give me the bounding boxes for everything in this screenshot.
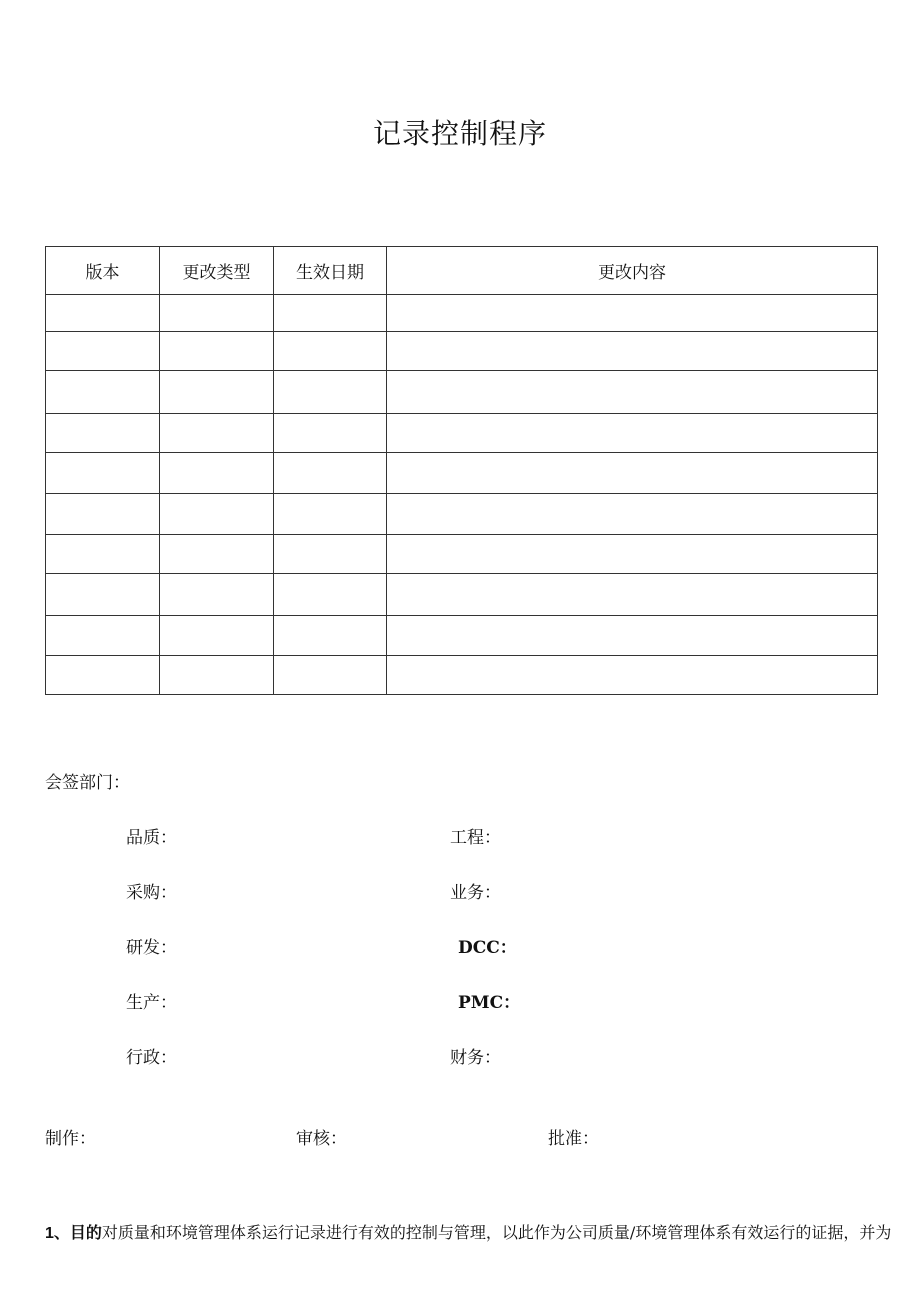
table-cell — [387, 574, 878, 616]
table-cell — [387, 453, 878, 494]
table-cell — [160, 414, 274, 453]
table-row — [46, 494, 878, 535]
dept-administration — [126, 1043, 177, 1068]
table-row — [46, 535, 878, 574]
table-cell — [274, 574, 387, 616]
dept-rnd — [126, 933, 177, 958]
table-cell — [274, 616, 387, 656]
dept-sales — [450, 878, 501, 903]
dept-purchasing — [126, 878, 177, 903]
table-cell — [160, 616, 274, 656]
table-cell — [160, 453, 274, 494]
dept-finance — [450, 1043, 501, 1068]
table-cell — [387, 295, 878, 332]
dept-dcc — [458, 933, 517, 958]
dept-pmc-label: PMC： — [458, 993, 521, 1013]
section-number: 1、 — [45, 1225, 70, 1242]
table-cell — [274, 332, 387, 371]
table-cell — [387, 656, 878, 695]
table-row — [46, 616, 878, 656]
section-heading: 目的 — [69, 1223, 102, 1242]
table-row — [46, 371, 878, 414]
table-header-row — [46, 247, 878, 295]
dept-pmc — [458, 988, 520, 1013]
dept-purchasing-label: 采购： — [126, 883, 177, 903]
table-cell — [46, 414, 160, 453]
table-cell — [160, 332, 274, 371]
table-row — [46, 453, 878, 494]
table-cell — [160, 535, 274, 574]
column-header-change-type: 更改类型 — [160, 247, 274, 295]
approved-by-label: 批准： — [548, 1129, 599, 1149]
table-cell — [387, 332, 878, 371]
table-cell — [274, 453, 387, 494]
table-cell — [46, 656, 160, 695]
table-cell — [274, 494, 387, 535]
table-cell — [274, 414, 387, 453]
table-cell — [46, 616, 160, 656]
document-title: 记录控制程序 — [372, 117, 547, 150]
table-row — [46, 656, 878, 695]
dept-dcc-label: DCC： — [458, 938, 517, 958]
table-cell — [46, 295, 160, 332]
dept-rnd-label: 研发： — [126, 938, 177, 958]
table-cell — [46, 453, 160, 494]
revision-table — [45, 246, 878, 695]
table-cell — [387, 414, 878, 453]
table-cell — [274, 295, 387, 332]
reviewed-by-label: 审核： — [296, 1129, 347, 1149]
table-cell — [387, 535, 878, 574]
table-cell — [46, 535, 160, 574]
table-row — [46, 295, 878, 332]
table-cell — [160, 371, 274, 414]
section-text: 对质量和环境管理体系运行记录进行有效的控制与管理，以此作为公司质量/环境管理体系有效运行的证据，并为 — [101, 1223, 892, 1242]
table-cell — [274, 371, 387, 414]
table-row — [46, 414, 878, 453]
table-row — [46, 574, 878, 616]
table-cell — [160, 656, 274, 695]
prepared-by-label: 制作： — [45, 1129, 96, 1149]
table-cell — [160, 295, 274, 332]
table-cell — [274, 656, 387, 695]
table-cell — [387, 371, 878, 414]
column-header-change-content: 更改内容 — [387, 247, 878, 295]
countersign-label: 会签部门： — [45, 773, 130, 793]
table-cell — [387, 494, 878, 535]
dept-engineering-label: 工程： — [450, 828, 501, 848]
section-1-purpose — [45, 1220, 892, 1243]
table-cell — [387, 616, 878, 656]
dept-sales-label: 业务： — [450, 883, 501, 903]
column-header-version: 版本 — [46, 247, 160, 295]
table-cell — [160, 574, 274, 616]
table-cell — [160, 494, 274, 535]
dept-production-label: 生产： — [126, 993, 177, 1013]
table-cell — [46, 494, 160, 535]
dept-quality-label: 品质： — [126, 828, 177, 848]
dept-finance-label: 财务： — [450, 1048, 501, 1068]
dept-production — [126, 988, 177, 1013]
table-cell — [46, 574, 160, 616]
table-cell — [274, 535, 387, 574]
table-row — [46, 332, 878, 371]
table-cell — [46, 332, 160, 371]
table-cell — [46, 371, 160, 414]
dept-quality — [126, 823, 177, 848]
dept-administration-label: 行政： — [126, 1048, 177, 1068]
column-header-effective-date: 生效日期 — [274, 247, 387, 295]
dept-engineering — [450, 823, 501, 848]
